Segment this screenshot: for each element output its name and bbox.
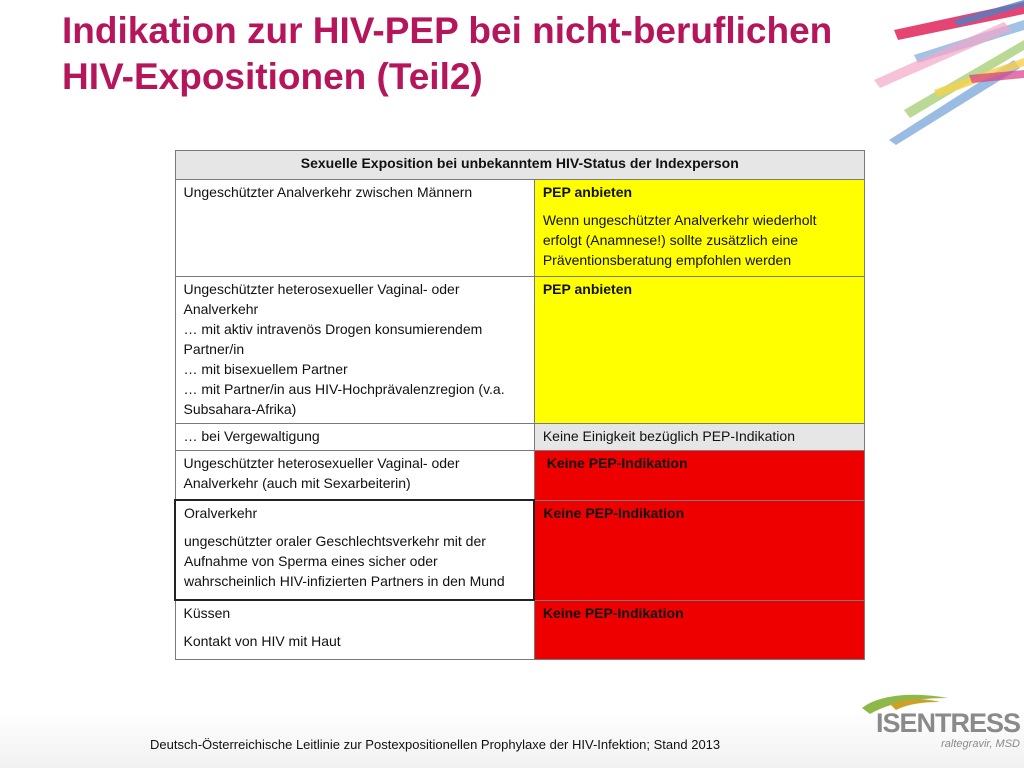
decorative-ribbon-graphic — [874, 0, 1024, 145]
exposition-cell — [175, 180, 534, 277]
slide-title-line-1: Indikation zur HIV-PEP bei nicht-beruflichen — [62, 10, 833, 51]
indication-title: Keine PEP-Indikation — [542, 455, 688, 471]
table-row — [175, 600, 865, 660]
indication-note: Keine Einigkeit bezüglich PEP-Indikation — [542, 428, 795, 444]
exposition-subitem: … mit Partner/in aus HIV-Hochprävalenzregion (v.a. Subsahara-Afrika) — [183, 381, 505, 417]
exposition-cell — [175, 277, 534, 424]
indication-cell — [534, 424, 864, 451]
exposition-cell — [175, 600, 534, 660]
exposition-text: Ungeschützter heterosexueller Vaginal- oder Analverkehr — [183, 281, 460, 317]
slide-title-line-2: HIV-Expositionen (Teil2) — [62, 56, 483, 97]
table-row — [175, 451, 865, 501]
exposition-text: Oralverkehr — [184, 505, 258, 521]
exposition-subitem: … bei Vergewaltigung — [183, 428, 320, 444]
indication-cell — [534, 180, 864, 277]
table-row — [175, 424, 865, 451]
indication-title: PEP anbieten — [542, 281, 633, 297]
indication-title: PEP anbieten — [542, 184, 633, 200]
exposition-text: Küssen — [183, 605, 231, 621]
exposition-detail: ungeschützter oraler Geschlechtsverkehr mit der Aufnahme von Sperma eines sicher oder wahrscheinlich HIV-infizierten Partners in den Mund — [184, 533, 505, 589]
exposition-text: Ungeschützter Analverkehr zwischen Männern — [183, 184, 473, 200]
table-row — [175, 180, 865, 277]
exposition-cell — [175, 500, 534, 600]
logo-wordmark: ISENTRESS — [875, 708, 1020, 738]
indication-note: Wenn ungeschützter Analverkehr wiederholt erfolgt (Anamnese!) sollte zusätzlich eine Präventionsberatung empfohlen werden — [542, 212, 817, 268]
indication-cell — [534, 500, 864, 600]
table-row — [175, 277, 865, 424]
exposition-subitem: … mit bisexuellem Partner — [183, 361, 348, 377]
exposition-cell — [175, 451, 534, 501]
indication-title: Keine PEP-Indikation — [543, 504, 685, 521]
pep-indication-table — [174, 150, 865, 660]
slide-title — [62, 8, 942, 100]
indication-cell — [534, 277, 864, 424]
table-header: Sexuelle Exposition bei unbekanntem HIV-Status der Indexperson — [175, 151, 865, 180]
exposition-subitem: … mit aktiv intravenös Drogen konsumierendem Partner/in — [183, 321, 483, 357]
indication-cell — [534, 451, 864, 501]
table-row — [175, 500, 865, 600]
indication-cell — [534, 600, 864, 660]
indication-title: Keine PEP-Indikation — [542, 604, 684, 621]
exposition-cell — [175, 424, 534, 451]
footer-citation: Deutsch-Österreichische Leitlinie zur Postexpositionellen Prophylaxe der HIV-Infektion; Stand 2013 — [150, 737, 721, 752]
isentress-logo — [860, 690, 1020, 750]
logo-subtitle: raltegravir, MSD — [941, 738, 1020, 750]
exposition-text: Ungeschützter heterosexueller Vaginal- oder Analverkehr (auch mit Sexarbeiterin) — [183, 455, 460, 491]
exposition-detail: Kontakt von HIV mit Haut — [183, 633, 341, 649]
